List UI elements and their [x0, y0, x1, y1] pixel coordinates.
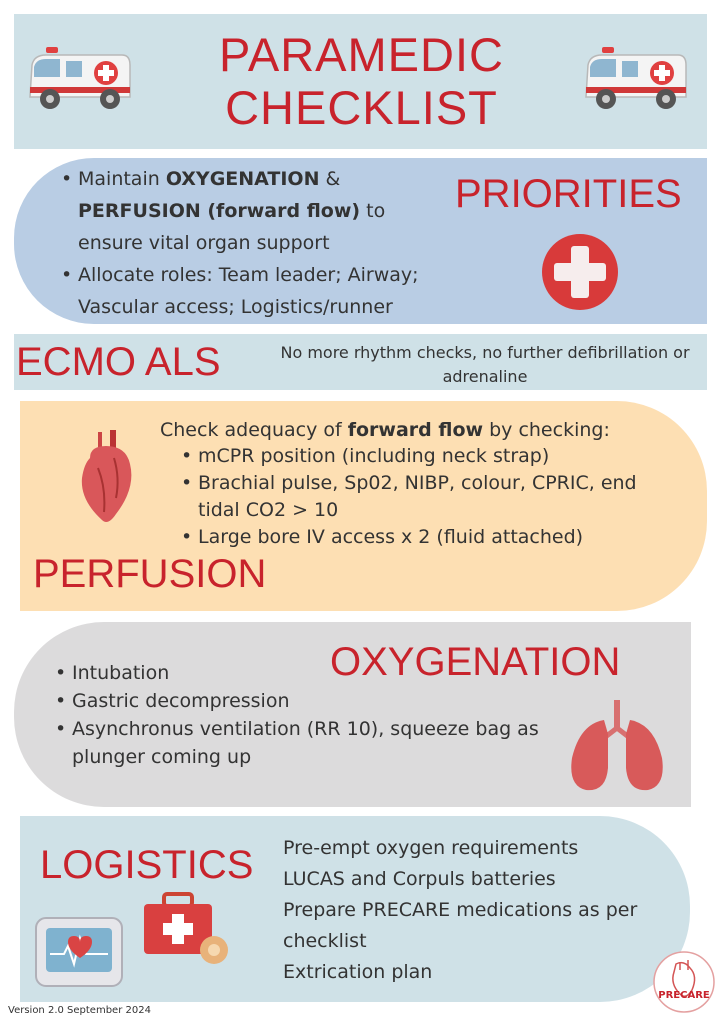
medical-cross-icon — [540, 232, 620, 312]
logistics-list — [283, 833, 703, 988]
perfusion-intro: Check adequacy of forward flow by checking: — [160, 419, 610, 441]
title-line-1: PARAMEDIC — [219, 28, 504, 81]
oxygenation-list — [52, 659, 562, 771]
logo-text: PRECARE — [658, 990, 710, 1001]
list-item: Extrication plan — [283, 961, 433, 983]
list-item: • Intubation — [52, 659, 562, 687]
list-item: • Gastric decompression — [52, 687, 562, 715]
title-line-2: CHECKLIST — [225, 81, 498, 134]
list-item: • Brachial pulse, Sp02, NIBP, colour, CPRIC, end tidal CO2 > 10 — [178, 470, 658, 524]
logistics-heading: LOGISTICS — [40, 843, 254, 887]
perfusion-list — [178, 443, 658, 551]
monitor-icon — [30, 908, 128, 994]
ecmo-heading: ECMO ALS — [16, 340, 221, 384]
ecmo-text: No more rhythm checks, no further defibrillation or adrenaline — [280, 343, 690, 386]
priorities-heading: PRIORITIES — [455, 172, 682, 216]
list-item: • Allocate roles: Team leader; Airway; Vascular access; Logistics/runner — [58, 259, 428, 323]
priorities-list — [58, 163, 428, 323]
ambulance-icon — [580, 45, 692, 117]
heart-icon — [76, 428, 140, 528]
list-item: • mCPR position (including neck strap) — [178, 443, 658, 470]
list-item: • Maintain OXYGENATION & PERFUSION (forward flow) to ensure vital organ support — [58, 163, 428, 259]
version-text: Version 2.0 September 2024 — [8, 1005, 151, 1016]
list-item: • Large bore IV access x 2 (fluid attached) — [178, 524, 658, 551]
oxygenation-heading: OXYGENATION — [330, 640, 621, 684]
list-item: Prepare PRECARE medications as per checklist — [283, 899, 638, 952]
list-item: Pre-empt oxygen requirements — [283, 837, 579, 859]
list-item: • Asynchronus ventilation (RR 10), squeeze bag as plunger coming up — [52, 715, 562, 771]
first-aid-kit-icon — [140, 892, 234, 968]
ambulance-icon — [24, 45, 136, 117]
list-item: LUCAS and Corpuls batteries — [283, 868, 556, 890]
perfusion-heading: PERFUSION — [33, 552, 267, 596]
precare-logo — [650, 950, 718, 1016]
lungs-icon — [566, 698, 668, 794]
